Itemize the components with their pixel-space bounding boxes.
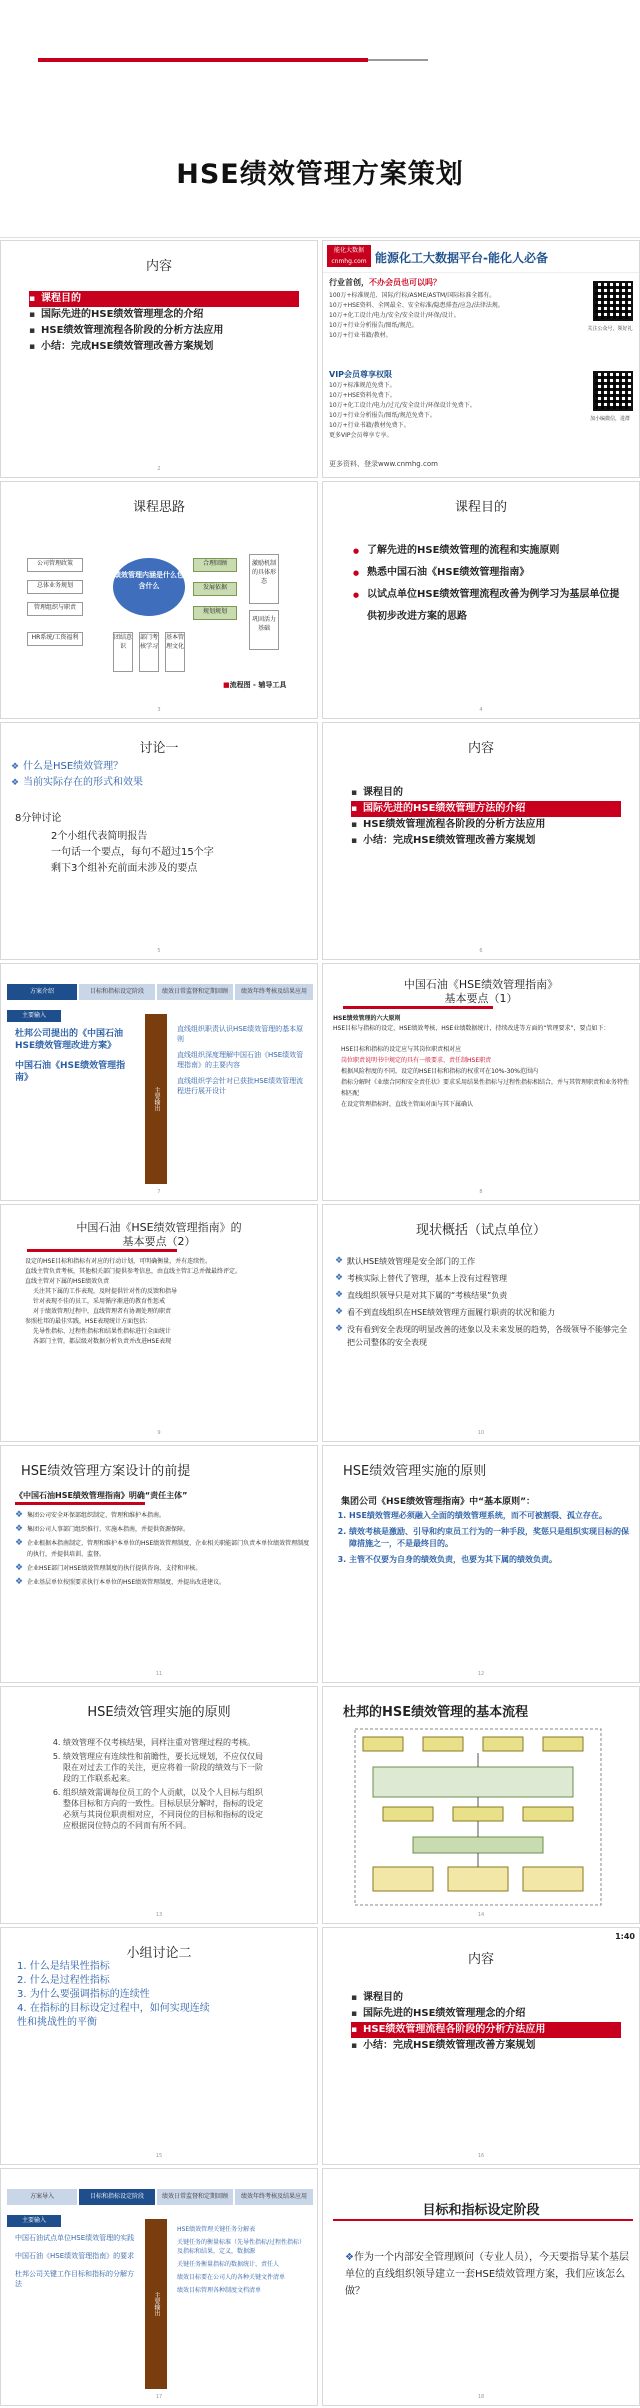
premise-item: ❖ 集团公司安全环保部组织制定、管理和维护本指南。 [15,1510,311,1521]
title-underline [343,1006,493,1009]
diamond-icon: ❖ [345,2252,354,2263]
principle-item: 5. 绩效管理应有连续性和前瞻性，要长远规划，不应仅仅局限在对过去工作的关注，更应将着一阶段的绩效与下一阶段的工作联系起来。 [63,1751,263,1784]
ad-feature-list [329,291,559,341]
toc-item: ▪ 国际先进的HSE绩效管理理念的介绍 [351,2006,621,2022]
point-item: 参照杜邦的最佳实践，HSE表现统计方面包括： [25,1318,152,1325]
flow-node [373,1867,433,1891]
toc-item: ▪ 国际先进的HSE绩效管理理念的介绍 [29,307,299,323]
discussion-item: 1. 什么是结果性指标 [17,1961,110,1972]
goal-item: ● 了解先进的HSE绩效管理的流程和实施原则 [353,540,623,562]
toc-item: ▪ 课程目的 [29,291,299,307]
input-item: 中国石油试点单位HSE绩效管理的实践 [15,2234,135,2242]
principles-list [349,1510,629,1566]
page-number: 8 [479,1189,483,1195]
step-bar: 目标和指标设定阶段 [79,2189,155,2205]
flow-box: 部门考核学习 [139,632,159,672]
input-label: 主要输入 [7,1010,61,1022]
principle-item: 2. 绩效考核是激励、引导和约束员工行为的一种手段，奖惩只是组织实现目标的保障措施之一，不是最终目的。 [349,1526,629,1550]
ad-line: 10万+HSE资料、全网最全、安全标准/隐患排查/应急/法律法规。 [329,302,504,309]
slide-dupont-flow [322,1686,640,1924]
page-number: 17 [155,2394,163,2400]
qr-caption: 加小编微信，进群 [589,416,630,422]
point-item: 对于绩效管理过程中，直线管理者有协调处理的职责 [33,1308,172,1315]
heading: HSE绩效管理的六大原则 [333,1015,401,1022]
output-item: 直线组织学会针对已获批HSE绩效管理流程进行展开设计 [177,1077,304,1095]
ad-header [323,241,639,273]
rule-item: 剩下3个组补充前面未涉及的要点 [51,863,198,874]
rules-list [51,829,214,877]
point-item: 设定的HSE目标和指标有对应的行动计划，可明确衡量，并有连续性。 [25,1258,212,1265]
ad-logo [327,245,371,267]
ad-line: 10万+行业分析报告/图纸/规范。 [329,322,418,329]
legend-marker-icon: ■ [223,681,230,689]
ad-sub-b: 不办会员也可以吗？ [369,278,441,287]
page-number: 4 [479,707,483,713]
vip-line: 10万+标准规范免费下。 [329,382,396,389]
toc-item: ▪ 课程目的 [351,1990,621,2006]
slide-title: 杜邦的HSE绩效管理的基本流程 [343,1705,529,1720]
page-number: 5 [157,948,161,954]
ad-line: 10万+行业书籍/教材。 [329,332,392,339]
slide-principles-2 [0,1686,318,1924]
legend-text: 流程图 - 辅导工具 [229,681,287,689]
slide-title: 中国石油《HSE绩效管理指南》的 [76,1221,242,1234]
point-item: 岗位职责说明书中规定的具有一般要求、责任制HSE职责 [341,1057,492,1064]
vip-line: 10万+行业书籍/教材免费下。 [329,422,410,429]
slide-title: 现状概括（试点单位） [415,1223,546,1238]
premise-item: ❖ 企业HSE部门对HSE绩效管理制度的执行提供咨询、支持和审核。 [15,1563,311,1574]
slide-subtitle: 基本要点（2） [122,1235,196,1248]
flow-node [523,1807,573,1821]
slide-title: 讨论一 [139,741,179,756]
title-underline [15,1502,145,1505]
slide-title: HSE绩效管理方案设计的前提 [21,1464,191,1479]
vip-line: 10万+化工设计/电力/过元/安全设计/环保设计免费下。 [329,402,476,409]
rule-item: 一句话一个要点，每句不超过15个字 [51,847,214,858]
input-item: 杜邦公司提出的《中国石油HSE绩效管理改进方案》 [15,1029,124,1051]
flow-node [448,1867,508,1891]
toc-item: ▪ HSE绩效管理流程各阶段的分析方法应用 [351,2022,621,2038]
rule-item: 2个小组代表简明报告 [51,831,148,842]
vip-line: 更多VIP会员尊享专享。 [329,432,393,439]
slide-title: 课程思路 [132,500,185,515]
principle-item: 3. 主管不仅要为自身的绩效负责，也要为其下属的绩效负责。 [349,1554,629,1566]
ad-sub-a: 行业首创， [329,278,369,287]
step-bar: 目标和指标设定阶段 [79,984,155,1000]
points-list [25,1257,305,1347]
point-item: 各部门主管，都层级对数据分析负责并改进HSE表现 [33,1338,172,1345]
slide-status [322,1204,640,1442]
goal-item: ● 熟悉中国石油《HSE绩效管理指南》 [353,562,623,584]
principle-item: 1. HSE绩效管理必须融入全面的绩效管理系统，而不可被割裂、孤立存在。 [349,1510,629,1522]
page-number: 15 [155,2153,163,2159]
ad-line: 100万+标准规范、国际/行标/ASME/ASTM/国际标准全都有。 [329,292,496,299]
flow-box: 发展依据 [193,582,237,596]
premise-item: ❖ 集团公司人事部门组织推行、实施本指南，并提供资源保障。 [15,1524,311,1535]
flow-diagram [353,1727,603,1907]
flow-node [483,1737,523,1751]
slide-title: HSE绩效管理实施的原则 [343,1464,487,1479]
quote: 《中国石油HSE绩效管理指南》明确“责任主体” [15,1491,188,1500]
slide-title: 课程目的 [454,500,507,515]
principle-item: 6. 组织绩效需调每位员工的个人贡献，以及个人目标与组织整体目标和方向的一致性。目标层层分解时，指标的设定必须与其岗位职责相对应，不同岗位的目标和指标的设定应根据岗位特点的不同而有所不同。 [63,1787,263,1831]
slide-target-setting [322,2168,640,2406]
point-item: 针对表现不佳的员工，采用循序渐进的教育性惩戒 [33,1298,166,1305]
slide-contents-2 [322,722,640,960]
slide-contents-3 [322,1927,640,2165]
vip-line: 10万+行业分析报告/图纸/规范免费下。 [329,412,436,419]
page-number: 11 [155,1671,163,1677]
diagram-legend [223,680,286,690]
vip-line: 10万+HSE资料免费下。 [329,392,396,399]
question-item: ❖ 什么是HSE绩效管理？ [11,759,143,775]
intro: HSE目标与指标的设定，HSE绩效考核，HSE业绩数据统计，持续改进等方面的“管理要求”，要点如下： [333,1025,610,1032]
flow-box: 基本管理文化 [165,632,185,672]
step-bar: 绩效日常监督和定期回顾 [157,2189,233,2205]
point-item: 关注其下属的工作表现，及时提供针对性的反馈和指导 [33,1288,178,1295]
ad-title: 能源化工大数据平台-能化人必备 [375,251,548,265]
qr-caption: 关注公众号，领好礼 [587,326,633,332]
page-number: 12 [477,1671,485,1677]
slide-discussion-1 [0,722,318,960]
ad-subtitle [329,277,441,288]
slide-subtitle: 基本要点（1） [444,992,518,1005]
status-item: ❖ 考核实际上替代了管理，基本上没有过程管理 [335,1272,631,1285]
flow-node [383,1807,433,1821]
discussion-time: 8分钟讨论 [15,813,62,824]
page-number: 3 [157,707,161,713]
slide-title: HSE绩效管理实施的原则 [87,1705,231,1720]
ad-panel [322,240,640,478]
principle-item: 4. 绩效管理不仅考核结果，同样注重对管理过程的考核。 [63,1737,263,1748]
discussion-item: 4. 在指标的目标设定过程中，如何实现连续性和挑战性的平衡 [17,2003,210,2028]
status-item: ❖ 直线组织领导只是对其下属的“考核结果”负责 [335,1289,631,1302]
point-item: 在设定管理指标时，直线主管面对面与其下属确认 [341,1101,474,1108]
point-item: 根据风险程度的不同，设定的HSE目标和指标的权重可在10%-30%范围内 [341,1068,538,1075]
page-number: 16 [477,2153,485,2159]
points-list [341,1044,631,1110]
toc-item: ▪ HSE绩效管理流程各阶段的分析方法应用 [29,323,299,339]
flow-node [523,1867,583,1891]
input-label: 主要输入 [7,2215,61,2227]
slide-title: 内容 [145,259,172,274]
slide-discussion-2 [0,1927,318,2165]
slide-process-2 [0,2168,318,2406]
flow-node [373,1767,573,1797]
flow-box: 公司管理政策 [27,558,83,572]
output-item: 直线组织职责认识HSE绩效管理的基本原则 [177,1025,304,1043]
flow-box: 激励机制的具体形态 [249,554,279,604]
title-underline [27,1249,177,1252]
output-list [177,2225,309,2295]
output-label: 主要输出 [145,2219,167,2389]
output-list [177,1024,309,1096]
input-item: 中国石油《HSE绩效管理指南》 [15,1061,126,1083]
slide-title: 小组讨论二 [126,1946,192,1961]
flow-box: 团结意识 [113,632,133,672]
flow-box: 巩固活力基础 [249,610,279,650]
flow-node [423,1737,463,1751]
status-item: ❖ 看不到直线组织在HSE绩效管理方面履行职责的状况和能力 [335,1306,631,1319]
flow-node [363,1737,403,1751]
step-bar: 绩效年终考核及结果应用 [235,2189,313,2205]
discussion-item: 2. 什么是过程性指标 [17,1975,110,1986]
discussion-item: 3. 为什么要强调指标的连续性 [17,1989,150,2000]
slide-course-idea [0,481,318,719]
flow-node [543,1737,583,1751]
cover-slide [0,0,640,238]
output-item: HSE绩效管理关键任务分解表 [177,2226,256,2233]
ad-logo-name: 能化大数据 [333,247,364,254]
step-bar: 绩效年终考核及结果应用 [235,984,313,1000]
input-item: 杜邦公司关键工作目标和指标的分解方法 [15,2270,134,2288]
question-body: 作为一个内部安全管理顾问（专业人员），今天要指导某个基层单位的直线组织领导建立一套HSE绩效管理方案，我们应该怎么做？ [345,2252,629,2297]
cover-grey-line [368,59,428,61]
page-number: 18 [477,2394,485,2400]
step-bar: 方案导入 [7,2189,77,2205]
toc-item: ▪ 国际先进的HSE绩效管理方法的介绍 [351,801,621,817]
goal-item: ● 以试点单位HSE绩效管理流程改善为例学习为基层单位提供初步改进方案的思路 [353,584,623,628]
slide-premise [0,1445,318,1683]
page-number: 7 [157,1189,161,1195]
flow-box: 总体业务规划 [27,580,83,594]
output-item: 关键任务衡量指标的数据统计、责任人 [177,2261,280,2268]
output-label: 主要输出 [145,1014,167,1184]
premise-item: ❖ 企业根据本指南制定、管理和维护本单位的HSE绩效管理制度，企业相关职能部门负责本单位绩效管理制度的执行，并提供培训、监督。 [15,1538,311,1560]
principles-list [63,1737,263,1831]
page-number: 9 [157,1430,161,1436]
qr-code-icon[interactable] [593,281,633,321]
flow-node [453,1807,503,1821]
point-item: 指标分解时《业绩合同和安全责任状》要求采用结果性指标与过程性指标相结合，并与其管理职责和业务特性相匹配 [341,1079,630,1097]
point-item: 直线主管负责考核，其他相关部门提供参考信息，由直线主管汇总并做最终评定。 [25,1268,242,1275]
input-list [15,2233,135,2289]
output-item: 直线组织深度理解中国石油《HSE绩效管理指南》的主要内容 [177,1051,304,1069]
output-item: 关键任务的衡量标准（先导性指标/过程性指标）及指标和结果，定义，数据源 [177,2239,306,2255]
point-item: 先导性指标、过程性指标和结果性指标进行全面统计 [33,1328,172,1335]
page-number: 13 [155,1912,163,1918]
output-item: 绩效目标管理各种制度文档清单 [177,2287,262,2294]
cover-red-line [38,58,368,62]
title-underline [333,2219,633,2221]
page-number: 14 [477,1912,485,1918]
slide-key-points-2 [0,1204,318,1442]
point-item: 直线主管对下属的HSE绩效负责 [25,1278,110,1285]
slide-principles-1 [322,1445,640,1683]
flow-box: 合理回顾 [193,558,237,572]
status-item: ❖ 没有看到安全表现的明显改善的迹象以及未来发展的趋势，各级领导不能够完全把公司整体的安全表现 [335,1323,631,1349]
ad-footer[interactable]: 更多资料、登录www.cnmhg.com [329,460,438,468]
page-number: 2 [157,466,161,472]
ad-line: 10万+化工设计/电力/安全/安全设计/环保/设计。 [329,312,460,319]
flow-ellipse: 绩效管理内涵是什么包含什么 [113,558,185,616]
toc-item: ▪ 小结：完成HSE绩效管理改善方案规划 [351,2038,621,2054]
toc-item: ▪ HSE绩效管理流程各阶段的分析方法应用 [351,817,621,833]
vip-list [329,381,559,441]
intro: 集团公司《HSE绩效管理指南》中“基本原则”： [341,1497,535,1507]
step-bar: 方案介绍 [7,984,77,1000]
timer: 1:40 [615,1932,635,1941]
ad-logo-url: cnmhg.com [331,258,367,265]
page-number: 10 [477,1430,485,1436]
premise-item: ❖ 企业基层单位按照要求执行本单位的HSE绩效管理制度，并提出改进建议。 [15,1577,311,1588]
input-item: 中国石油《HSE绩效管理指南》的要求 [15,2252,135,2260]
slide-process-1 [0,963,318,1201]
question-item: ❖ 当前实际存在的形式和效果 [11,775,143,791]
page-number: 6 [479,948,483,954]
slide-course-goal [322,481,640,719]
flow-box: 管理组织与职责 [27,602,83,616]
qr-code-icon[interactable] [593,371,633,411]
slide-title: 内容 [467,741,494,756]
status-item: ❖ 默认HSE绩效管理是安全部门的工作 [335,1255,631,1268]
input-list [15,1028,135,1084]
slide-title: 中国石油《HSE绩效管理指南》 [403,978,559,991]
slide-contents-1 [0,240,318,478]
output-item: 绩效目标要在公司人的各种关键文件清单 [177,2274,286,2281]
slide-title: 目标和指标设定阶段 [422,2203,540,2218]
step-bar: 绩效日常监督和定期回顾 [157,984,233,1000]
cover-title: HSE绩效管理方案策划 [176,159,464,190]
toc-item: ▪ 课程目的 [351,785,621,801]
flow-box: 规划规划 [193,606,237,620]
flow-node [413,1837,543,1853]
point-item: HSE目标和指标的设定应与其岗位职责相对应 [341,1046,462,1053]
question-text [345,2249,635,2300]
vip-title: VIP会员尊享权限 [329,370,393,379]
toc-item: ▪ 小结：完成HSE绩效管理改善方案规划 [29,339,299,355]
toc-item: ▪ 小结：完成HSE绩效管理改善方案规划 [351,833,621,849]
slide-key-points-1 [322,963,640,1201]
slide-title: 内容 [467,1952,494,1967]
flow-box: HR系统/工资福利 [27,632,83,646]
